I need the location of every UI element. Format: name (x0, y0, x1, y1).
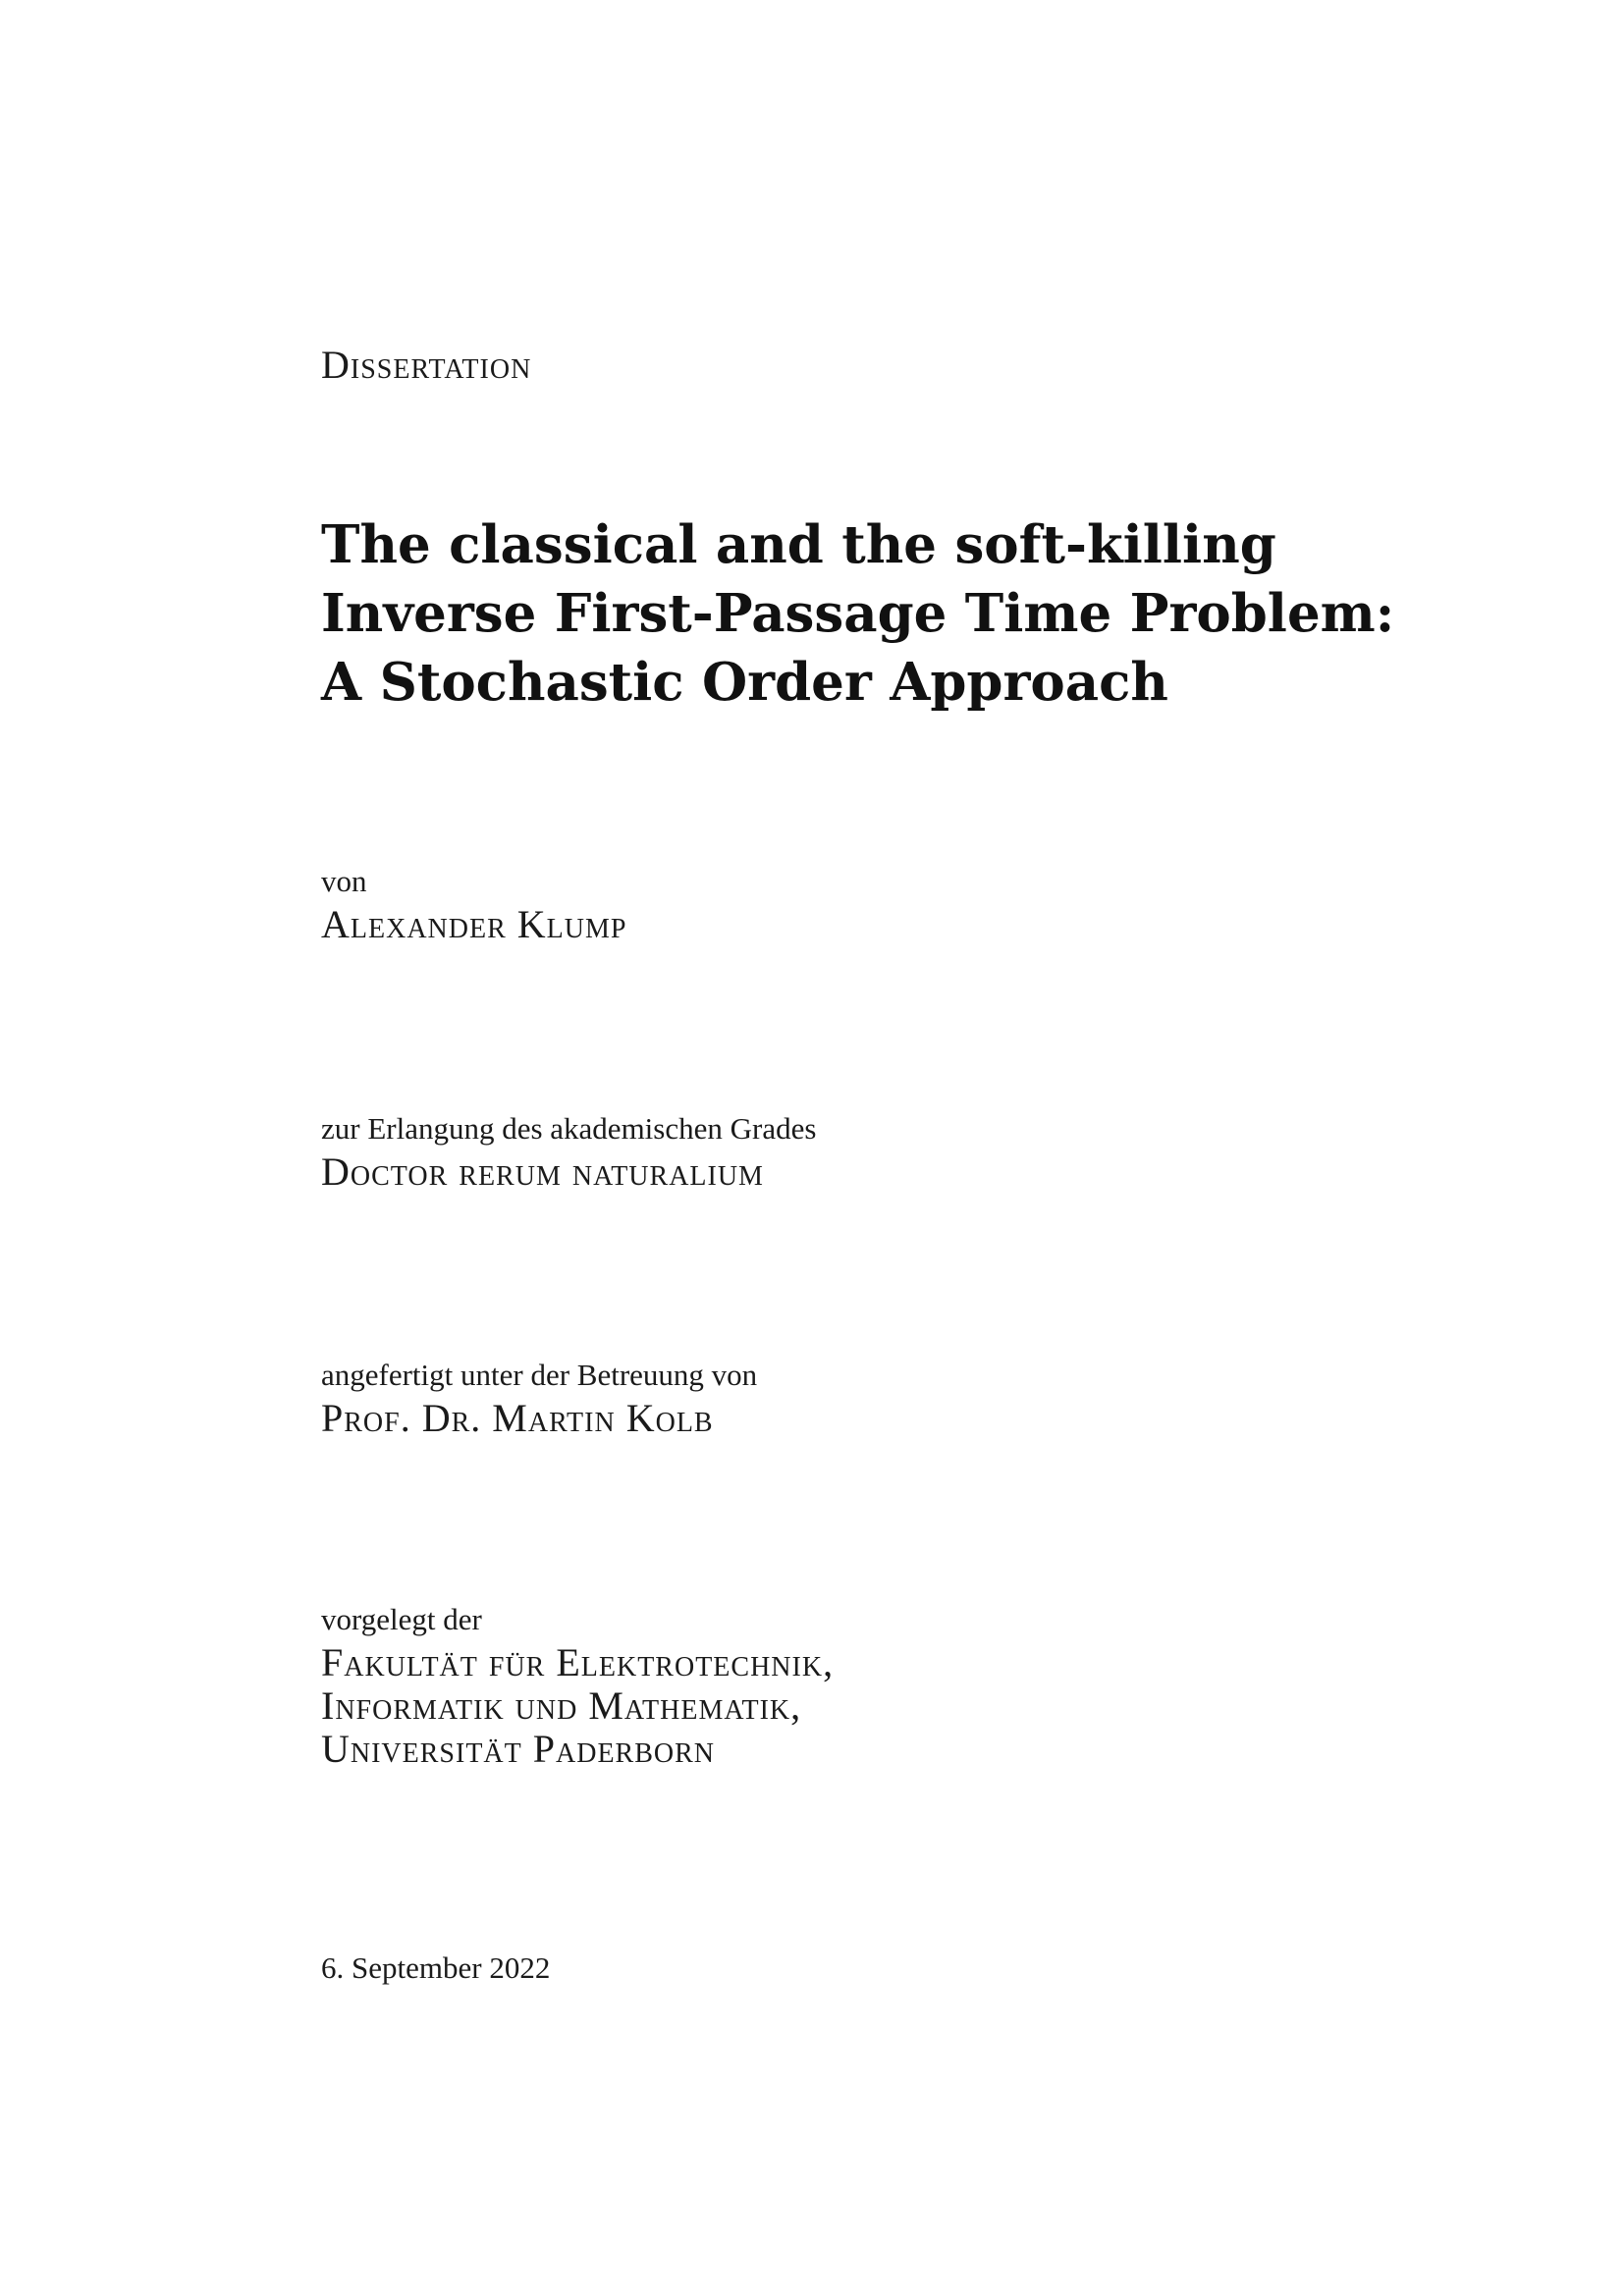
degree-block (321, 1111, 1401, 1194)
submission-date: 6. September 2022 (321, 1950, 551, 1985)
faculty-name (321, 1641, 1401, 1771)
title-line-1: The classical and the soft-killing (321, 514, 1276, 575)
title-block (321, 510, 1401, 717)
title-line-3: A Stochastic Order Approach (321, 652, 1168, 713)
supervisor-intro: angefertigt unter der Betreuung von (321, 1358, 758, 1392)
supervisor-name: Prof. Dr. Martin Kolb (321, 1396, 714, 1440)
author-intro: von (321, 864, 367, 898)
degree-name: Doctor rerum naturalium (321, 1149, 764, 1194)
date-block (321, 1950, 1401, 1986)
faculty-line-3: Universität Paderborn (321, 1727, 716, 1771)
document-type-label: Dissertation (321, 343, 532, 387)
faculty-line-1: Fakultät für Elektrotechnik, (321, 1640, 835, 1684)
degree-intro: zur Erlangung des akademischen Grades (321, 1111, 817, 1146)
faculty-block (321, 1602, 1401, 1771)
document-type-block (321, 344, 1401, 387)
supervisor-block (321, 1358, 1401, 1440)
author-name: Alexander Klump (321, 902, 627, 946)
submitted-intro: vorgelegt der (321, 1602, 482, 1636)
title-line-2: Inverse First-Passage Time Problem: (321, 583, 1395, 644)
thesis-title (321, 510, 1401, 717)
author-block (321, 864, 1401, 946)
faculty-line-2: Informatik und Mathematik, (321, 1683, 802, 1728)
